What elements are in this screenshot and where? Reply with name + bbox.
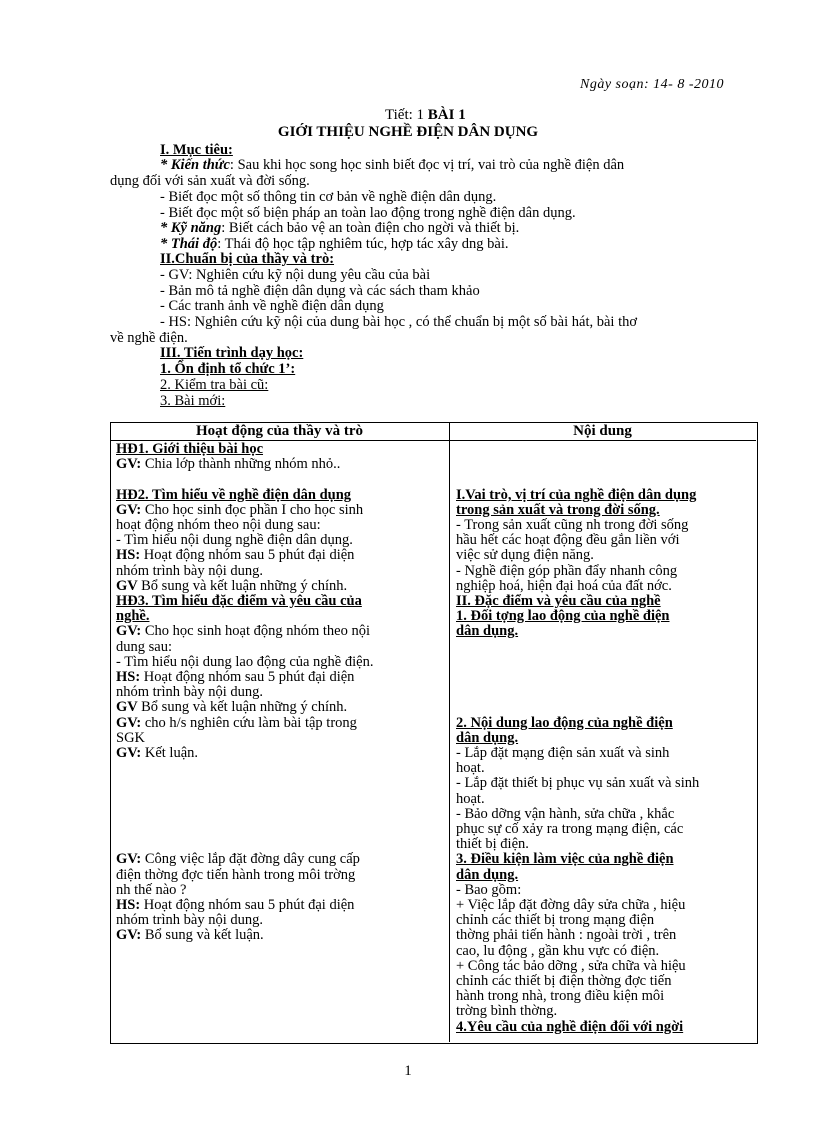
activity-line: - Tìm hiểu nội dung lao động của nghề điện.: [116, 653, 374, 670]
attitude-line: * Thái độ: Thái độ học tập nghiêm túc, hợp tác xây dng bài.: [160, 236, 509, 252]
activity-line: dung sau:: [116, 638, 172, 655]
lesson-number: [385, 107, 466, 124]
content-line: việc sử dụng điện năng.: [456, 547, 594, 564]
knowledge-item-1: - Biết đọc một số thông tin cơ bản về nghề điện dân dụng.: [160, 189, 497, 205]
tiet-label: Tiết: 1: [385, 107, 425, 123]
prep-hs: - HS: Nghiên cứu kỹ nội của dung bài học , có thể chuẩn bị một số bài hát, bài thơ: [160, 314, 638, 330]
activity-line: GV: Kết luận.: [116, 745, 199, 761]
knowledge-item-2: - Biết đọc một số biện pháp an toàn lao động trong nghề điện dân dụng.: [160, 205, 576, 221]
content-line: 2. Nội dung lao động của nghề điện: [456, 714, 673, 731]
content-line: chỉnh các thiết bị điện thờng đợc tiến: [456, 973, 672, 989]
content-line: dân dụng.: [456, 729, 519, 746]
content-line: 1. Đối tợng lao động của nghề điện: [456, 608, 670, 625]
activity-line: HS: Hoạt động nhóm sau 5 phút đại diện: [116, 547, 355, 564]
content-line: - Trong sản xuất cũng nh trong đời sống: [456, 517, 689, 533]
step-3: 3. Bài mới:: [160, 393, 226, 409]
activity-line: nhóm trình bày nội dung.: [116, 684, 264, 701]
knowledge-line: * Kiến thức: Sau khi học song học sinh biết đọc vị trí, vai trò của nghề điện dân: [160, 157, 625, 173]
activity-line: GV: Cho học sinh hoạt động nhóm theo nội: [116, 623, 371, 640]
date-prepared: Ngày soạn: 14- 8 -2010: [580, 77, 724, 92]
content-line: + Công tác bảo dỡng , sửa chữa và hiệu: [456, 957, 686, 974]
activity-line: GV: cho h/s nghiên cứu làm bài tập trong: [116, 714, 357, 731]
content-line: - Lắp đặt mạng điện sản xuất và sinh: [456, 745, 670, 761]
knowledge-cont: dụng đối với sản xuất và đời sống.: [110, 173, 310, 189]
activity-line: GV Bổ sung và kết luận những ý chính.: [116, 577, 348, 594]
process-heading: III. Tiến trình dạy học:: [160, 345, 304, 361]
content-line: 4.Yêu cầu của nghề điện đối với ngời: [456, 1018, 684, 1035]
prep-hs-cont: về nghề điện.: [110, 330, 188, 346]
activity-line: GV: Chia lớp thành những nhóm nhỏ..: [116, 456, 341, 473]
activity-line: GV: Công việc lắp đặt đờng dây cung cấp: [116, 851, 360, 868]
content-line: - Nghề điện góp phần đẩy nhanh công: [456, 562, 678, 579]
content-line: cao, lu động , gần khu vực có điện.: [456, 942, 660, 959]
content-line: chỉnh các thiết bị trong mạng điện: [456, 912, 655, 929]
step-2: 2. Kiểm tra bài cũ:: [160, 377, 269, 393]
content-line: hoạt.: [456, 760, 485, 777]
activity-line: HS: Hoạt động nhóm sau 5 phút đại diện: [116, 897, 355, 913]
activity-line: GV Bổ sung và kết luận những ý chính.: [116, 699, 348, 716]
activity-line: GV: Cho học sinh đọc phần I cho học sinh: [116, 501, 364, 518]
content-line: 3. Điều kiện làm việc của nghề điện: [456, 851, 674, 868]
content-line: + Việc lắp đặt đờng dây sửa chữa , hiệu: [456, 897, 686, 913]
objectives-heading: I. Mục tiêu:: [160, 142, 233, 158]
content-line: hầu hết các hoạt động đều gắn liền với: [456, 532, 680, 549]
prep-gv: - GV: Nghiên cứu kỹ nội dung yêu cầu của bài: [160, 267, 431, 283]
col-header-content: Nội dung: [573, 423, 632, 439]
activity-line: HS: Hoạt động nhóm sau 5 phút đại diện: [116, 669, 355, 685]
content-line: dân dụng.: [456, 623, 519, 640]
content-line: thờng phải tiến hành : ngoài trời , trên: [456, 927, 677, 944]
prep-item-2: - Các tranh ảnh về nghề điện dân dụng: [160, 298, 384, 314]
skills-line: * Kỹ năng: Biết cách bảo vệ an toàn điện cho ngời và thiết bị.: [160, 220, 520, 236]
activity-line: SGK: [116, 729, 146, 746]
content-line: nghiệp hoá, hiện đại hoá của đất nớc.: [456, 577, 672, 594]
activity-line: điện thờng đợc tiến hành trong môi trờng: [116, 866, 356, 883]
activity-line: nh thế nào ?: [116, 881, 187, 898]
activity-line: nhóm trình bày nội dung.: [116, 912, 264, 929]
activity-line: nghề.: [116, 608, 150, 625]
content-line: II. Đặc điểm và yêu cầu của nghề: [456, 593, 661, 609]
activity-line: nhóm trình bày nội dung.: [116, 562, 264, 579]
activity-line: HĐ3. Tìm hiểu đặc điểm và yêu cầu của: [116, 593, 362, 609]
content-line: thiết bị điện.: [456, 836, 529, 853]
activity-line: HĐ1. Giới thiệu bài học: [116, 441, 264, 457]
content-line: - Bảo dỡng vận hành, sửa chữa , khắc: [456, 805, 675, 822]
page-title: GIỚI THIỆU NGHỀ ĐIỆN DÂN DỤNG: [277, 124, 539, 140]
col-header-activities: Hoạt động của thầy và trò: [195, 423, 364, 439]
content-line: hoạt.: [456, 790, 485, 807]
content-line: I.Vai trò, vị trí của nghề điện dân dụng: [456, 486, 697, 503]
step-1: 1. Ổn định tổ chức 1’:: [160, 361, 296, 377]
activity-line: - Tìm hiểu nội dung nghề điện dân dụng.: [116, 532, 353, 549]
content-line: trờng bình thờng.: [456, 1003, 558, 1020]
bai-label: BÀI 1: [427, 107, 466, 123]
prep-item-1: - Bản mô tả nghề điện dân dụng và các sách tham khảo: [160, 283, 480, 299]
content-line: - Lắp đặt thiết bị phục vụ sản xuất và sinh: [456, 775, 700, 792]
content-line: trong sản xuất và trong đời sống.: [456, 501, 660, 518]
table-divider: [449, 422, 450, 1042]
page-number: 1: [404, 1063, 412, 1079]
preparation-heading: II.Chuẩn bị của thầy và trò:: [160, 251, 335, 267]
content-line: dân dụng.: [456, 866, 519, 883]
activity-line: HĐ2. Tìm hiểu về nghề điện dân dụng: [116, 486, 352, 503]
content-line: hành trong nhà, trong điều kiện môi: [456, 988, 665, 1005]
activity-line: GV: Bổ sung và kết luận.: [116, 927, 264, 944]
activity-line: hoạt động nhóm theo nội dung sau:: [116, 517, 321, 533]
content-line: phục sự cố xảy ra trong mạng điện, các: [456, 821, 684, 837]
content-line: - Bao gồm:: [456, 881, 522, 898]
